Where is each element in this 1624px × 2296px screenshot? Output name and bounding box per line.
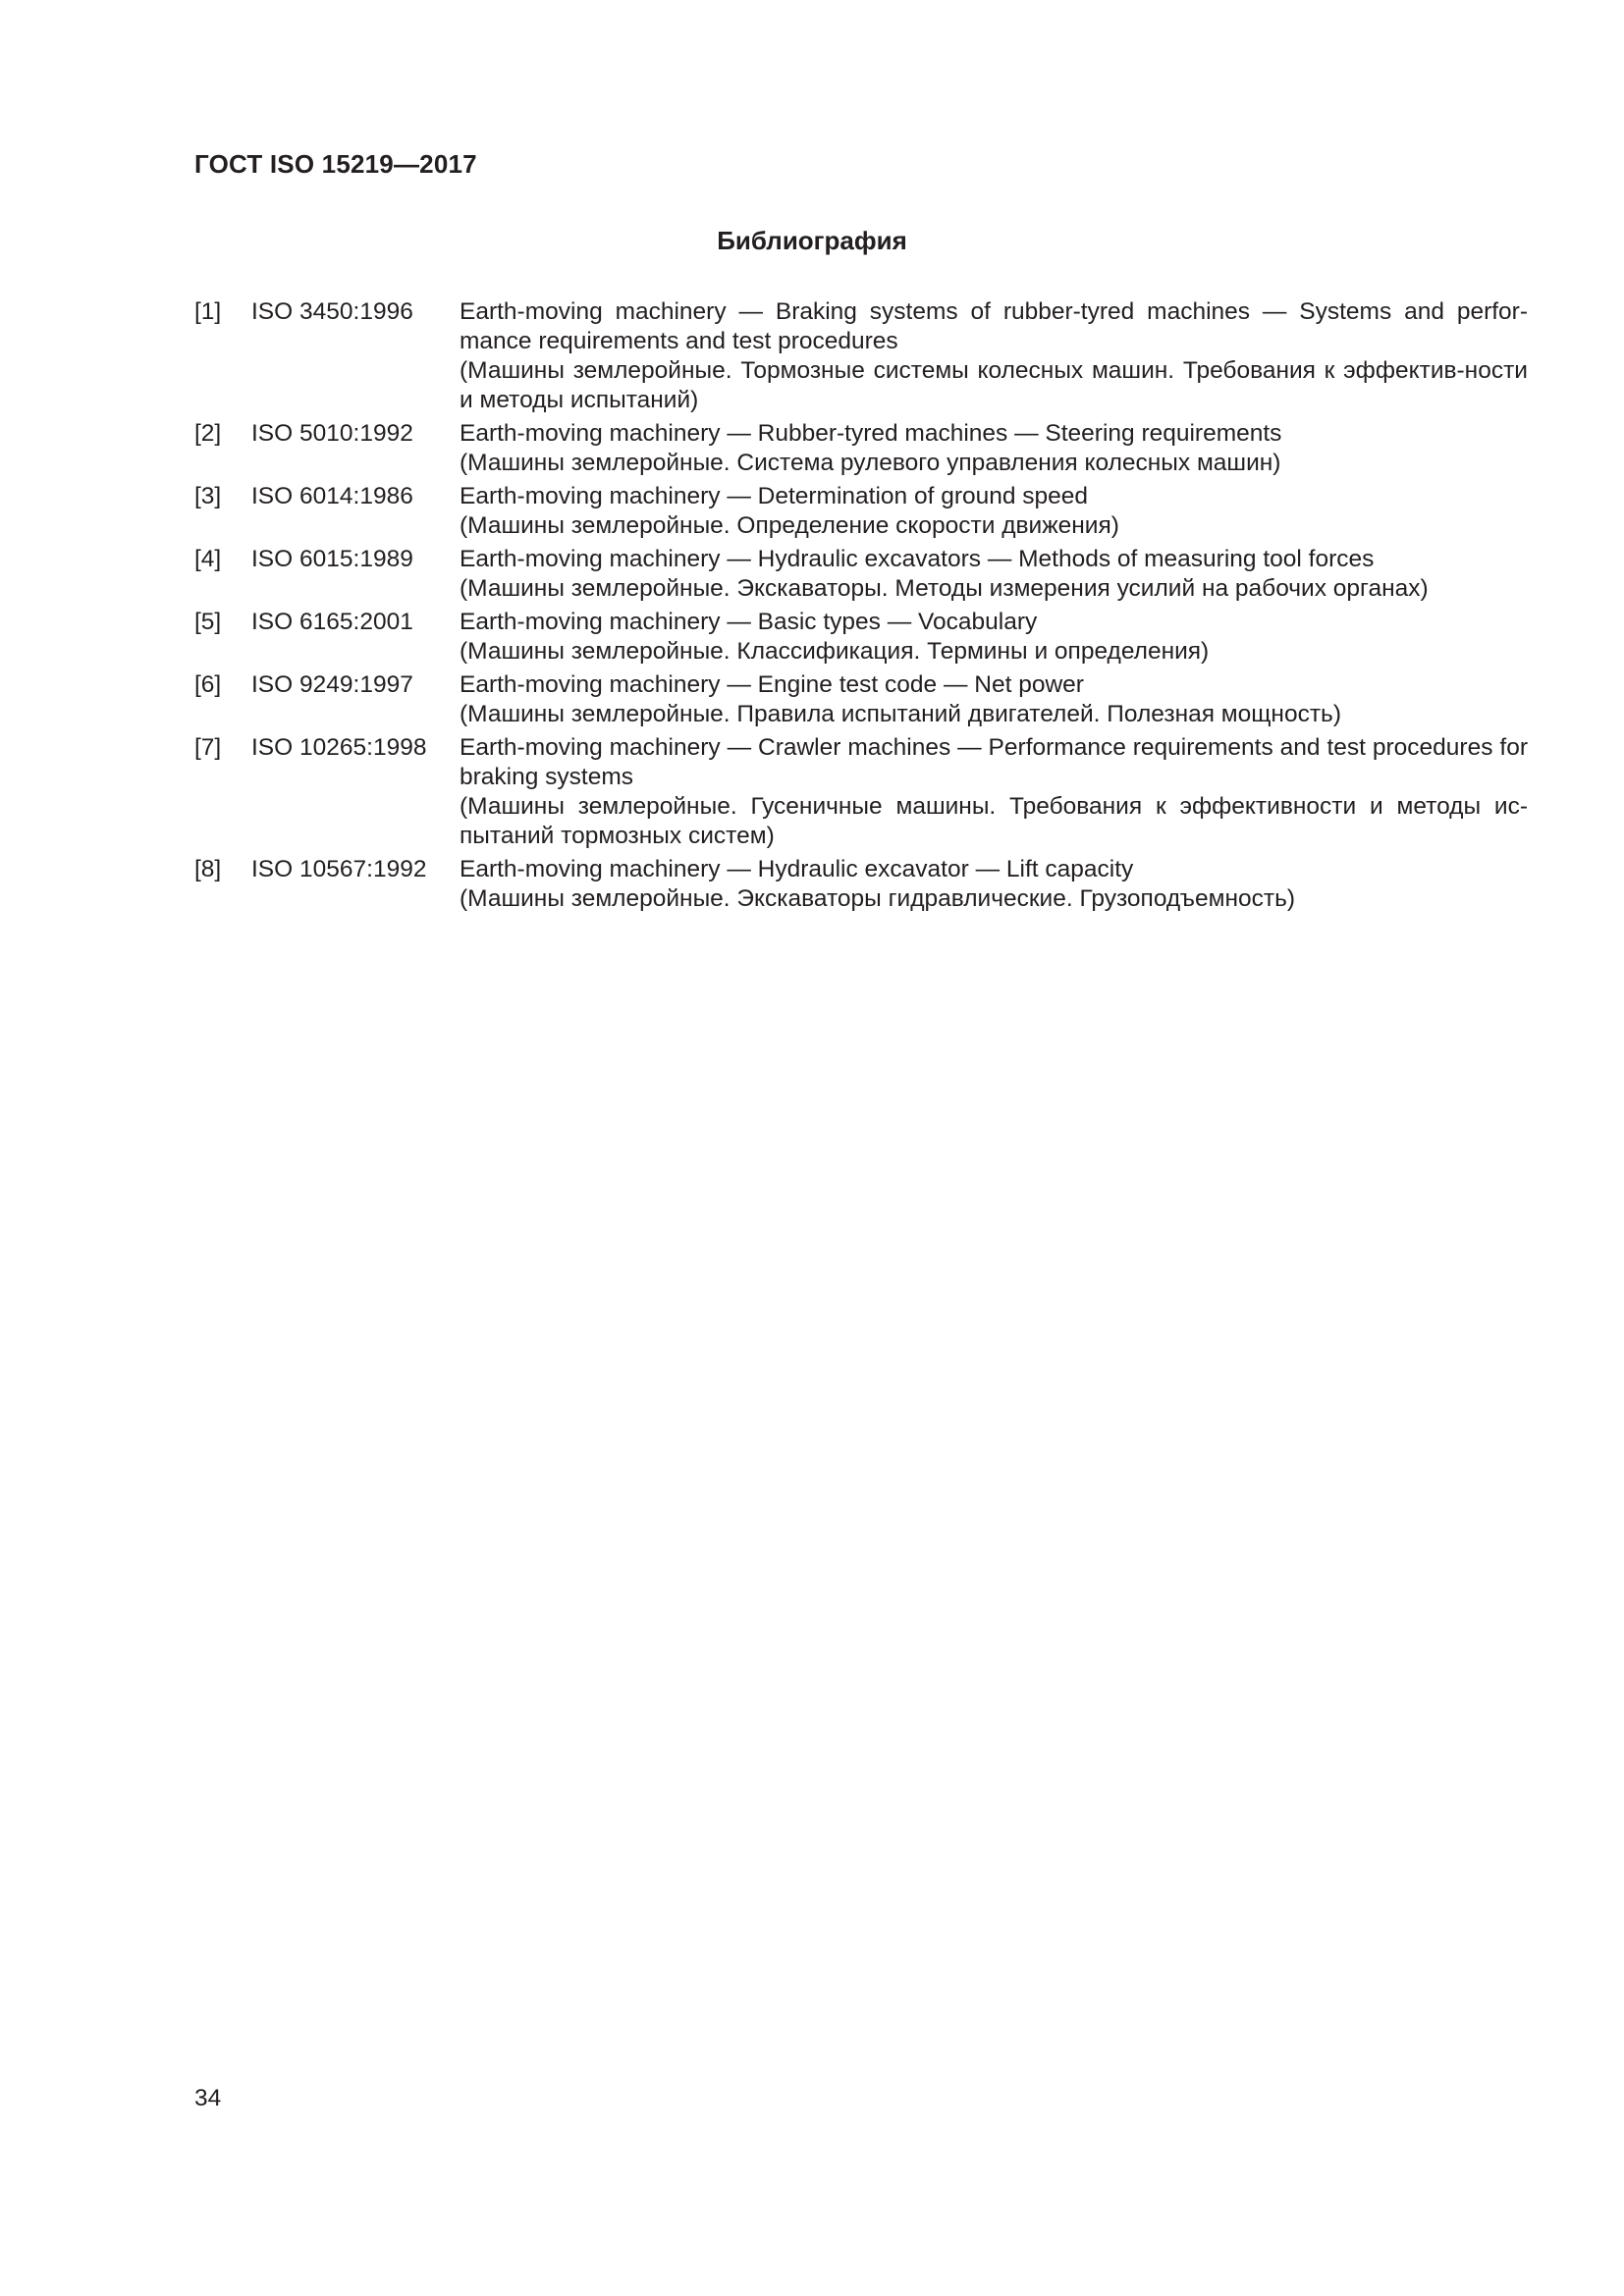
reference-text xyxy=(460,419,1528,478)
standard-designation: ISO 9249:1997 xyxy=(251,671,413,698)
reference-number: [6] xyxy=(194,671,222,698)
title-russian: (Машины землеройные. Экскаваторы гидравлические. Грузоподъемность) xyxy=(460,885,1296,912)
title-english: Earth-moving machinery — Hydraulic excavator — Lift capacity xyxy=(460,856,1134,882)
reference-text xyxy=(460,297,1528,415)
title-russian: (Машины землеройные. Гусеничные машины. Требования к эффективности и методы ис-пытаний тормозных систем) xyxy=(460,793,1528,849)
document-code: ГОСТ ISO 15219—2017 xyxy=(194,149,477,179)
bibliography-list xyxy=(194,297,1528,918)
standard-designation: ISO 10265:1998 xyxy=(251,734,427,761)
title-english: Earth-moving machinery — Engine test code — Net power xyxy=(460,671,1084,698)
bibliography-entry xyxy=(194,855,1528,914)
reference-text xyxy=(460,733,1528,851)
title-russian: (Машины землеройные. Система рулевого управления колесных машин) xyxy=(460,450,1281,476)
reference-text xyxy=(460,855,1528,914)
title-russian: (Машины землеройные. Экскаваторы. Методы измерения усилий на рабочих органах) xyxy=(460,575,1429,602)
title-english: Earth-moving machinery — Crawler machines — Performance requirements and test procedures for braking systems xyxy=(460,734,1528,790)
title-russian: (Машины землеройные. Классификация. Термины и определения) xyxy=(460,638,1210,665)
reference-text xyxy=(460,608,1528,667)
reference-text xyxy=(460,482,1528,541)
standard-designation: ISO 10567:1992 xyxy=(251,856,427,882)
reference-number: [4] xyxy=(194,546,222,572)
reference-number: [5] xyxy=(194,609,222,635)
bibliography-entry xyxy=(194,482,1528,541)
bibliography-entry xyxy=(194,608,1528,667)
title-english: Earth-moving machinery — Hydraulic excavators — Methods of measuring tool forces xyxy=(460,546,1375,572)
reference-number: [2] xyxy=(194,420,222,447)
reference-text xyxy=(460,545,1528,604)
reference-number: [8] xyxy=(194,856,222,882)
section-title: Библиография xyxy=(717,226,907,255)
bibliography-entry xyxy=(194,733,1528,851)
reference-text xyxy=(460,670,1528,729)
title-russian: (Машины землеройные. Правила испытаний двигателей. Полезная мощность) xyxy=(460,701,1341,727)
title-english: Earth-moving machinery — Determination of ground speed xyxy=(460,483,1089,509)
bibliography-entry xyxy=(194,545,1528,604)
page-number: 34 xyxy=(194,2085,222,2111)
reference-number: [1] xyxy=(194,298,222,325)
reference-number: [7] xyxy=(194,734,222,761)
bibliography-entry xyxy=(194,670,1528,729)
standard-designation: ISO 5010:1992 xyxy=(251,420,413,447)
standard-designation: ISO 6015:1989 xyxy=(251,546,413,572)
title-english: Earth-moving machinery — Braking systems of rubber-tyred machines — Systems and perfor-mance requirements and test procedures xyxy=(460,298,1528,354)
standard-designation: ISO 6165:2001 xyxy=(251,609,413,635)
standard-designation: ISO 3450:1996 xyxy=(251,298,413,325)
title-english: Earth-moving machinery — Basic types — Vocabulary xyxy=(460,609,1038,635)
bibliography-entry xyxy=(194,297,1528,415)
bibliography-entry xyxy=(194,419,1528,478)
title-russian: (Машины землеройные. Тормозные системы колесных машин. Требования к эффектив-ности и методы испытаний) xyxy=(460,357,1528,413)
title-english: Earth-moving machinery — Rubber-tyred machines — Steering requirements xyxy=(460,420,1282,447)
standard-designation: ISO 6014:1986 xyxy=(251,483,413,509)
reference-number: [3] xyxy=(194,483,222,509)
title-russian: (Машины землеройные. Определение скорости движения) xyxy=(460,512,1119,539)
